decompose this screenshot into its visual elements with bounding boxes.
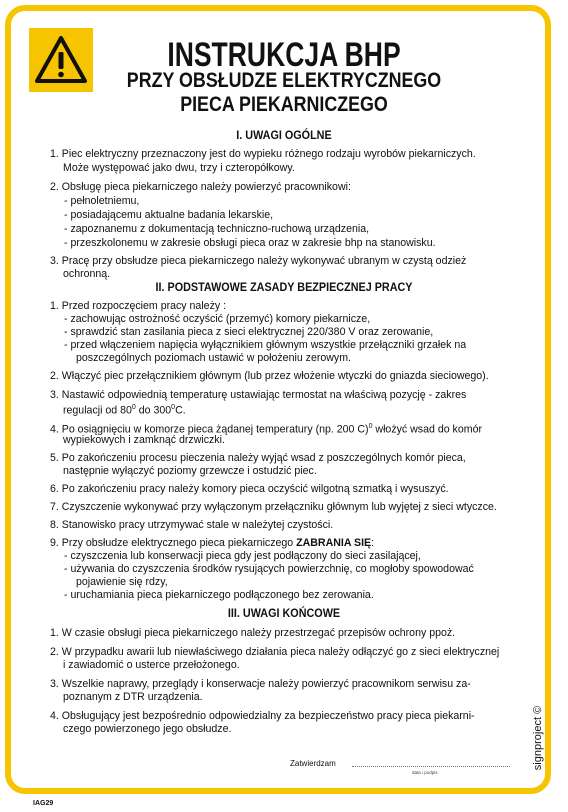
brand-vertical <box>530 700 544 780</box>
text-line: i zawiadomić o usterce przełożonego. <box>63 659 240 671</box>
brand-label: signproject © <box>532 705 544 771</box>
text-line: czego powierzonego jego obsłudze. <box>63 723 232 735</box>
text-line: 4. Obsługujący jest bezpośrednio odpowiedzialny za bezpieczeństwo pracy pieca piekarni- <box>50 710 475 722</box>
text-line: pojawienie się rdzy, <box>76 576 168 588</box>
approval-label: Zatwierdzam <box>290 759 336 768</box>
section-heading-general: I. UWAGI OGÓLNE <box>236 128 332 142</box>
section-heading-final-remarks: III. UWAGI KOŃCOWE <box>227 606 341 620</box>
text-line: regulacji od $80^0$ do $300^0C$. <box>63 404 186 417</box>
text-line: - czyszczenia lub konserwacji pieca gdy jest podłączony do sieci zasilającej, <box>64 550 421 562</box>
forbidden-emphasis: ZABRANIA SIĘ <box>296 537 372 549</box>
text-line: 6. Po zakończeniu pracy należy komory pieca oczyścić wilgotną szmatką i wysuszyć. <box>50 483 449 495</box>
text-line: ochronną. <box>63 268 111 280</box>
signature-caption: data i podpis <box>412 770 438 775</box>
text-line: 2. Obsługę pieca piekarniczego należy powierzyć pracownikowi: <box>50 181 351 193</box>
text-line: Może występować jako dwu, trzy i czteropółkowy. <box>63 162 295 174</box>
section-heading-safety-rules: II. PODSTAWOWE ZASADY BEZPIECZNEJ PRACY <box>155 280 413 294</box>
text-line: 3. Nastawić odpowiednią temperaturę ustawiając termostat na właściwą pozycję - zakres <box>50 389 467 401</box>
product-code: IAG29 <box>33 800 54 807</box>
text-line: - uruchamiania pieca piekarniczego podłączonego bez zerowania. <box>64 589 374 601</box>
text-line: 5. Po zakończeniu procesu pieczenia należy wyjąć wsad z poszczególnych komór pieca, <box>50 452 466 464</box>
text-line: 3. Pracę przy obsłudze pieca piekarniczego należy wykonywać ubranym w czystą odzież <box>50 255 467 267</box>
text-line: - używania do czyszczenia środków rysujących powierzchnię, co mogłoby spowodować <box>64 563 474 575</box>
text-line: 9. Przy obsłudze elektrycznego pieca piekarniczego ZABRANIA SIĘ: <box>50 537 375 549</box>
text-line: 1. Przed rozpoczęciem pracy należy : <box>50 300 227 312</box>
text-line: poznanym z DTR urządzenia. <box>63 691 203 703</box>
text-line: - sprawdzić stan zasilania pieca z sieci elektrycznej 220/380 V oraz zerowanie, <box>64 326 434 338</box>
text-line: 3. Wszelkie naprawy, przeglądy i konserwacje należy powierzyć pracownikom serwisu za- <box>50 678 471 690</box>
text-line: 1. Piec elektryczny przeznaczony jest do wypieku różnego rodzaju wyrobów piekarniczych. <box>50 148 476 160</box>
text-line: poszczególnych poziomach ustawić w położeniu zerowym. <box>76 352 351 364</box>
text-line: 8. Stanowisko pracy utrzymywać stale w należytej czystości. <box>50 519 334 531</box>
text-line: 7. Czyszczenie wykonywać przy wyłączonym przełączniku głównym lub wyjętej z sieci wtyczce. <box>50 501 497 513</box>
text-line: - przed włączeniem napięcia wyłącznikiem głównym wszystkie przełączniki grzałek na <box>64 339 467 351</box>
text-line: - zachowując ostrożność oczyścić (przemyć) komory piekarnicze, <box>64 313 371 325</box>
text-line: wypiekowych i zamknąć drzwiczki. <box>63 434 225 446</box>
document-subtitle-line-1: PRZY OBSŁUDZE ELEKTRYCZNEGO <box>126 69 442 92</box>
text-line: 2. Włączyć piec przełącznikiem głównym (lub przez włożenie wtyczki do gniazda sieciowego). <box>50 370 489 382</box>
text-line: 4. Po osiągnięciu w komorze pieca żądanej temperatury (np. 200 C)$^0$ włożyć wsad do komór <box>50 423 482 436</box>
signature-line <box>352 766 510 767</box>
text-line: - przeszkolonemu w zakresie obsługi pieca oraz w zakresie bhp na stanowisku. <box>64 237 436 249</box>
text-line: następnie wyłączyć poziomy grzewcze i ostudzić piec. <box>63 465 317 477</box>
document-title: INSTRUKCJA BHP <box>167 36 401 74</box>
text-line: 2. W przypadku awarii lub niewłaściwego działania pieca należy odłączyć go z sieci elektrycznej <box>50 646 500 658</box>
text-line: - posiadającemu aktualne badania lekarskie, <box>64 209 274 221</box>
text-line: - zapoznanemu z dokumentacją techniczno-ruchową urządzenia, <box>64 223 370 235</box>
document-subtitle-line-2: PIECA PIEKARNICZEGO <box>180 93 388 116</box>
text-line: - pełnoletniemu, <box>64 195 140 207</box>
text-line: 1. W czasie obsługi pieca piekarniczego należy przestrzegać przepisów ochrony ppoż. <box>50 627 456 639</box>
